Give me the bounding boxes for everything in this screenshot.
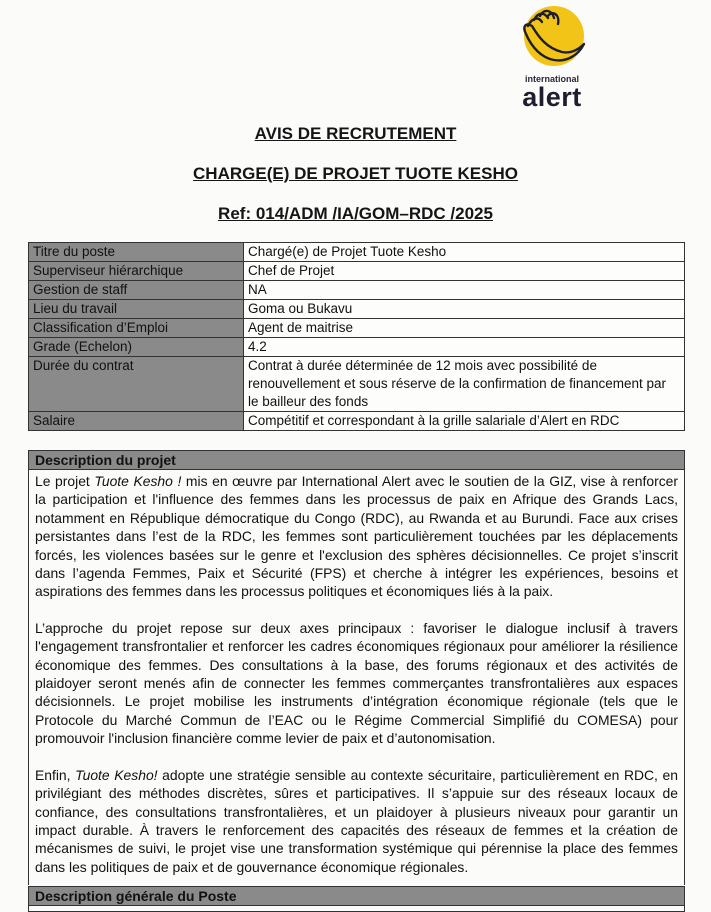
row-value: NA: [244, 281, 685, 300]
table-row: [29, 300, 685, 319]
row-label: Salaire: [29, 412, 244, 431]
table-row: [29, 281, 685, 300]
logo-text-small: international: [524, 74, 579, 84]
section-heading: Description du projet: [29, 451, 684, 470]
project-name-italic: Tuote Kesho !: [94, 473, 182, 489]
page-title: AVIS DE RECRUTEMENT: [254, 124, 457, 143]
table-row: [29, 412, 685, 431]
row-value: Contrat à durée déterminée de 12 mois avec possibilité de renouvellement et sous réserve de la confirmation de financement par le bailleur des fonds: [244, 357, 685, 412]
row-value: 4.2: [244, 338, 685, 357]
row-label: Grade (Echelon): [29, 338, 244, 357]
table-row: [29, 262, 685, 281]
row-value: Agent de maitrise: [244, 319, 685, 338]
reference-number: Ref: 014/ADM /IA/GOM–RDC /2025: [218, 204, 493, 223]
project-description-section: [28, 450, 685, 885]
row-label: Titre du poste: [29, 243, 244, 262]
general-description-section: [28, 886, 685, 912]
logo-text-alert: alert: [522, 82, 582, 112]
table-row: [29, 357, 685, 412]
row-label: Gestion de staff: [29, 281, 244, 300]
job-info-table: [28, 242, 685, 431]
row-value: Compétitif et correspondant à la grille salariale d’Alert en RDC: [244, 412, 685, 431]
table-row: [29, 338, 685, 357]
table-row: [29, 243, 685, 262]
dove-hand-icon: [512, 4, 592, 74]
row-value: Chargé(e) de Projet Tuote Kesho: [244, 243, 685, 262]
project-name-italic: Tuote Kesho!: [75, 766, 158, 783]
section-heading: Description générale du Poste: [29, 887, 684, 906]
paragraph: [35, 766, 678, 876]
row-label: Durée du contrat: [29, 357, 244, 412]
row-value: Chef de Projet: [244, 262, 685, 281]
row-label: Superviseur hiérarchique: [29, 262, 244, 281]
row-label: Lieu du travail: [29, 300, 244, 319]
section-body: [29, 470, 684, 876]
job-title-heading: CHARGE(E) DE PROJET TUOTE KESHO: [193, 164, 518, 183]
row-label: Classification d’Emploi: [29, 319, 244, 338]
international-alert-logo: [512, 4, 592, 112]
row-value: Goma ou Bukavu: [244, 300, 685, 319]
text-span: adopte une stratégie sensible au contexte sécuritaire, particulièrement en RDC, en privilégiant des méthodes discrètes, sûres et participatives. Il s’appuie sur des réseaux locaux de confiance, des consultations transfrontalières, et un plaidoyer à plusieurs niveaux pour garantir un impact durable. À travers le renforcement des capacités des réseaux de femmes et la création de mécanismes de suivi, le projet vise une transformation systémique qui pérennise la place des femmes dans les politiques de paix et de gouvernance économique régionales.: [35, 766, 678, 875]
text-span: Enfin,: [35, 766, 76, 783]
text-span: mis en œuvre par International Alert avec le soutien de la GIZ, vise à renforcer la participation et l'influence des femmes dans les processus de paix en Afrique des Grands Lacs, notamment en République démocratique du Congo (RDC), au Rwanda et au Burundi. Face aux crises persistantes dans l’est de la RDC, les femmes sont particulièrement touchées par les déplacements forcés, les violences basées sur le genre et l'exclusion des sphères décisionnelles. Ce projet s’inscrit dans l’agenda Femmes, Paix et Sécurité (FPS) et cherche à intégrer les expériences, besoins et aspirations des femmes dans les processus politiques et économiques liés à la paix.: [35, 473, 679, 600]
text-span: Le projet: [35, 473, 95, 489]
table-row: [29, 319, 685, 338]
paragraph: L’approche du projet repose sur deux axes principaux : favoriser le dialogue inclusif à travers l'engagement transfrontalier et renforcer les cadres économiques régionaux pour améliorer la résilience économique des femmes. Des consultations à la base, des forums régionaux et des activités de plaidoyer seront menés afin de connecter les femmes commerçantes transfrontalières aux espaces décisionnels. Le projet mobilise les instruments d’intégration économique régionale (tels que le Protocole du Marché Commun de l’EAC ou le Régime Commercial Simplifié du COMESA) pour promouvoir l'inclusion financière comme levier de paix et d’autonomisation.: [35, 619, 678, 747]
paragraph: [35, 472, 678, 601]
